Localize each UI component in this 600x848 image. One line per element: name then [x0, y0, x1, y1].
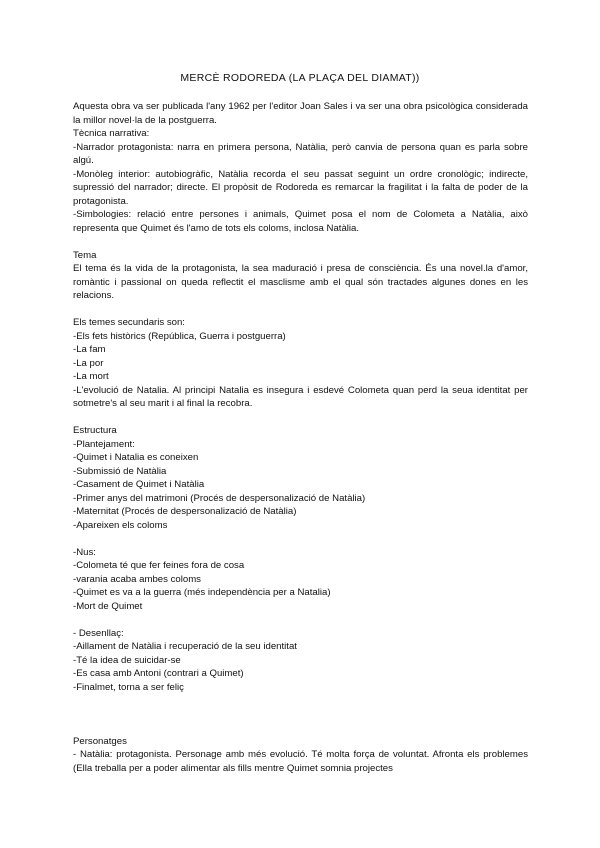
- desenllac-heading: - Desenllaç:: [73, 627, 124, 639]
- spacer: [73, 694, 528, 721]
- list-item: -Aillament de Natàlia i recuperació de la seu identitat: [73, 641, 297, 652]
- list-item: -Té la idea de suicidar-se: [73, 654, 181, 666]
- natalia-item: - Natàlia: protagonista. Personage amb més evolució. Té molta força de voluntat. Afronta els problemes (Ella treballa per a poder alimentar als fills mentre Quimet somnia projectes: [73, 749, 528, 774]
- monoleg-item: -Monòleg interior: autobiogràfic, Natàlia recorda el seu passat seguint un ordre cronològic; indirecte, supressió del narrador; directe. El propòsit de Rodoreda es remarcar la fragilitat i la falta de poder de la protagonista.: [73, 168, 528, 207]
- spacer: [73, 613, 528, 627]
- tema-heading: Tema: [73, 249, 97, 261]
- estructura-heading: Estructura: [73, 425, 117, 436]
- spacer: [73, 411, 528, 425]
- spacer: [73, 235, 528, 249]
- tecnica-heading: Tècnica narrativa:: [73, 128, 150, 139]
- nus-heading: -Nus:: [73, 546, 96, 558]
- list-item: -La fam: [73, 344, 106, 355]
- list-item: -Quimet es va a la guerra (més independència per a Natalia): [73, 587, 331, 598]
- spacer: [73, 532, 528, 546]
- list-item: -varania acaba ambes coloms: [73, 573, 201, 585]
- list-item: -Apareixen els coloms: [73, 519, 168, 531]
- plantejament-heading: -Plantejament:: [73, 438, 135, 450]
- document-body: [73, 100, 528, 775]
- secundaris-heading: Els temes secundaris son:: [73, 317, 185, 328]
- list-item: -Maternitat (Procés de despersonalizació de Natàlia): [73, 506, 297, 517]
- spacer: [73, 721, 528, 735]
- list-item: -Casament de Quimet i Natàlia: [73, 479, 205, 490]
- list-item: -Finalmet, torna a ser feliç: [73, 681, 184, 693]
- document-title: MERCÈ RODOREDA (LA PLAÇA DEL DIAMAT)): [180, 72, 420, 84]
- list-item: -Submissió de Natàlia: [73, 465, 167, 477]
- spacer: [73, 303, 528, 317]
- simbologies-item: -Simbologies: relació entre persones i animals, Quimet posa el nom de Colometa a Natàlia, això representa que Quimet és l'amo de tots els coloms, inclosa Natàlia.: [73, 209, 528, 234]
- list-item: -Quimet i Natalia es coneixen: [73, 452, 199, 463]
- list-item: -Es casa amb Antoni (contrari a Quimet): [73, 668, 244, 679]
- evolucio-item: -L'evolució de Natalia. Al principi Natalia es insegura i esdevé Colometa quan perd la seua identitat per sotmetre's al seu marit i al final la recobra.: [73, 384, 528, 409]
- list-item: -La mort: [73, 371, 109, 382]
- list-item: -Colometa té que fer feines fora de cosa: [73, 560, 245, 571]
- list-item: -Primer anys del matrimoni (Procés de despersonalizació de Natàlia): [73, 492, 366, 504]
- intro-paragraph: Aquesta obra va ser publicada l'any 1962 per l'editor Joan Sales i va ser una obra psicològica considerada la millor novel·la de la postguerra.: [73, 101, 528, 126]
- narrador-item: -Narrador protagonista: narra en primera persona, Natàlia, però canvia de persona quan es parla sobre algú.: [73, 141, 528, 166]
- personatges-heading: Personatges: [73, 735, 127, 747]
- list-item: -Mort de Quimet: [73, 600, 143, 612]
- tema-paragraph: El tema és la vida de la protagonista, la sea maduració i presa de consciència. És una novel.la d'amor, romàntic i passional on queda reflectit el masclisme amb el qual són tractades algunes dones en les relacions.: [73, 263, 528, 301]
- list-item: -Els fets històrics (República, Guerra i postguerra): [73, 330, 286, 342]
- list-item: -La por: [73, 357, 104, 369]
